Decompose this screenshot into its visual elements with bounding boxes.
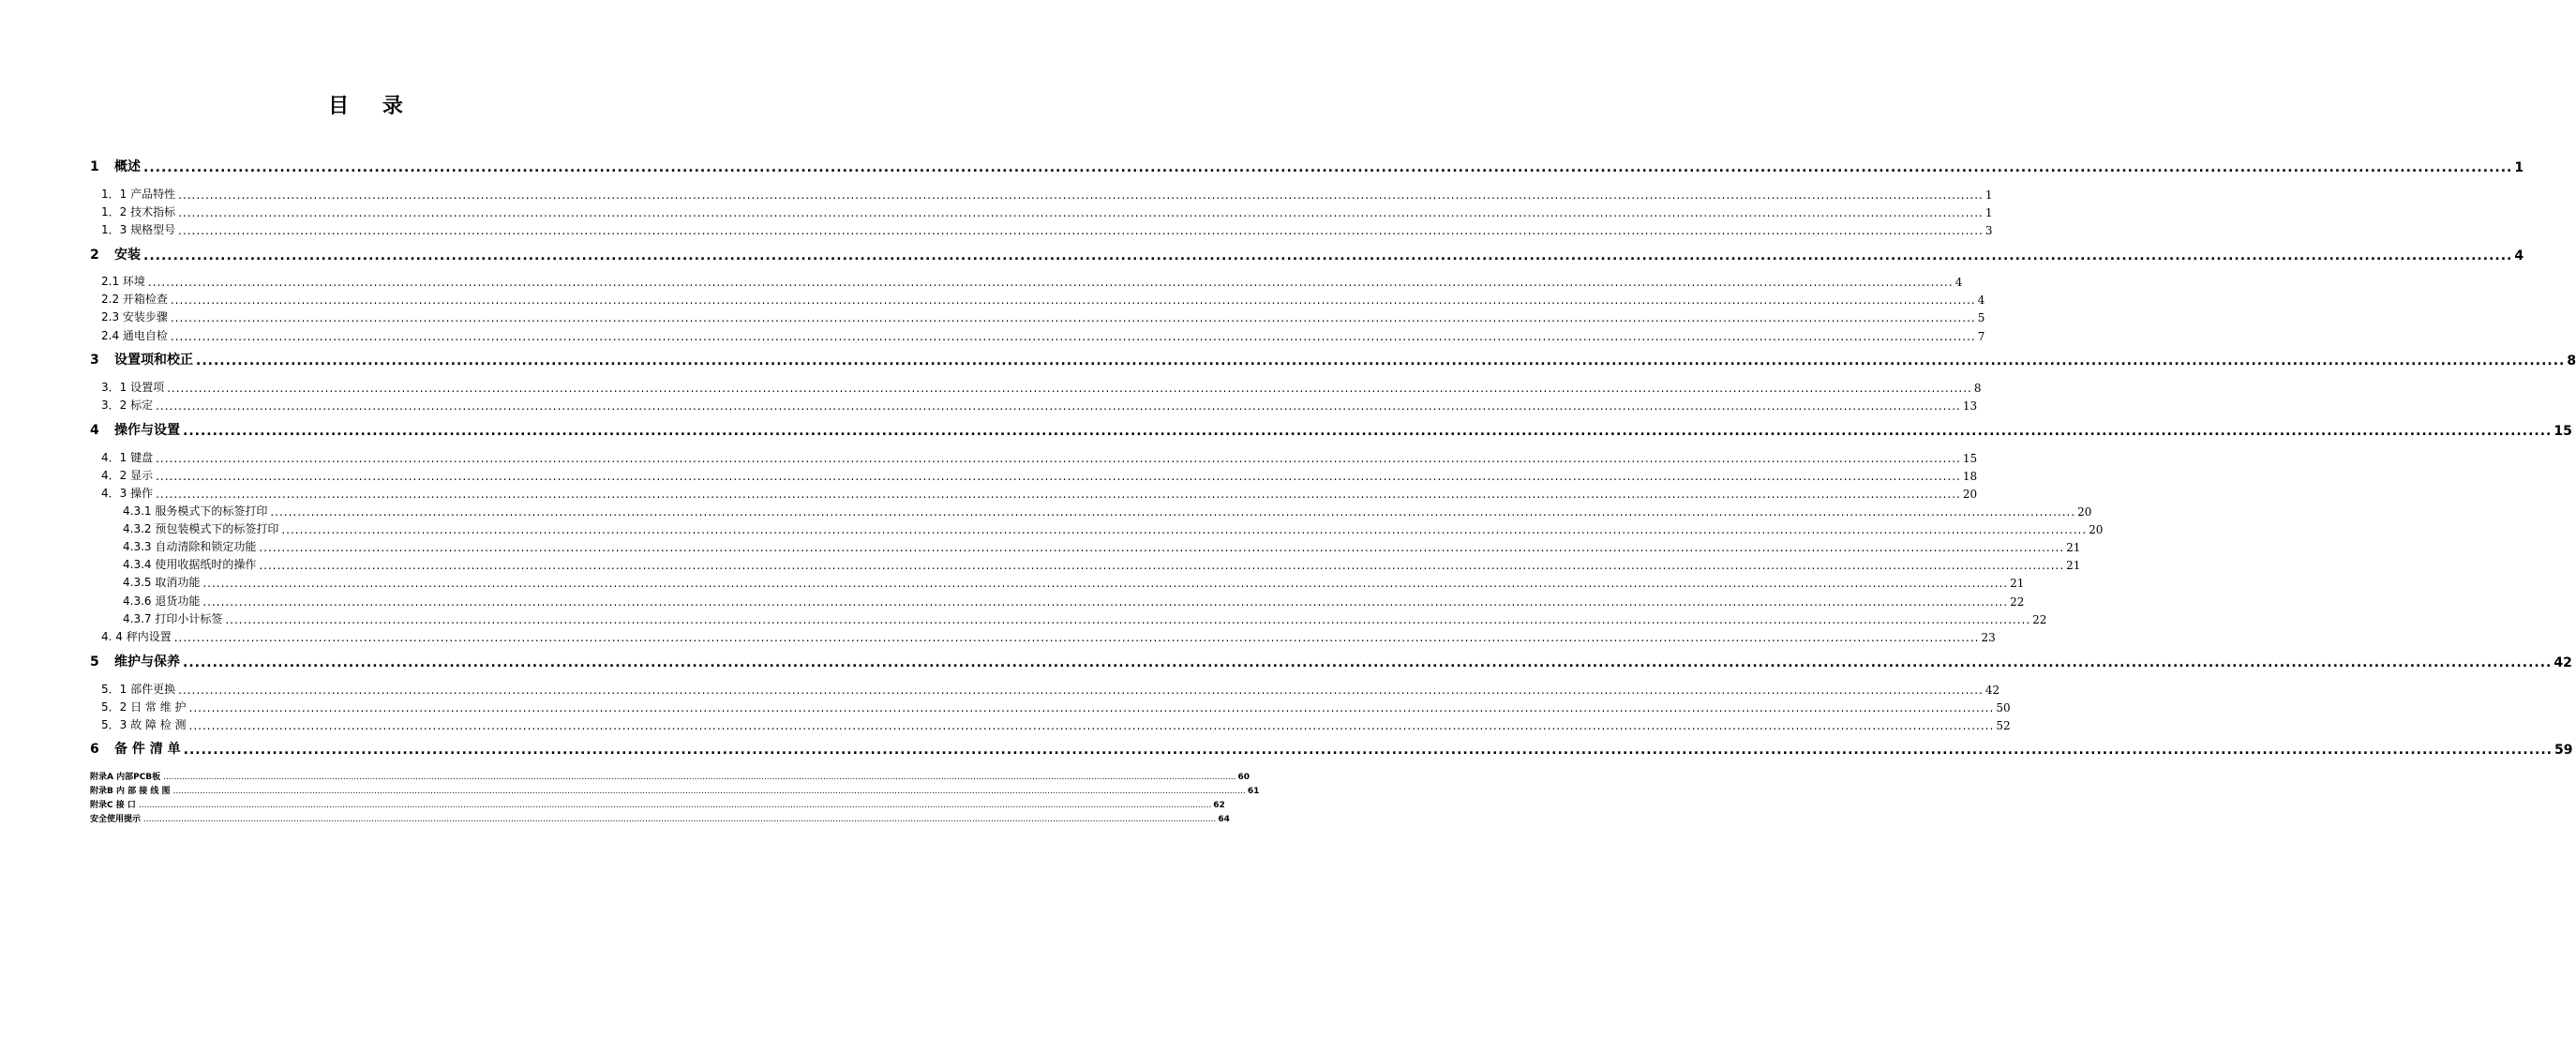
toc-leader-dots: ................................................................................................................................................................................................................................................................................................................................................................................................................ [178, 206, 1984, 219]
toc-chapter-title: 维护与保养 [114, 654, 180, 669]
toc-entry-title: 5．2 日 常 维 护 [101, 700, 187, 714]
toc-entry[interactable] [123, 574, 2025, 590]
toc-chapter-number: 6 [90, 742, 99, 757]
toc-entry-title [90, 739, 181, 758]
toc-chapter-number: 3 [90, 353, 99, 368]
toc-page-number: 5 [1977, 311, 1985, 324]
toc-leader-dots: ................................................................................................................................................................................................................................................................................................................................................................................................................ [259, 559, 2065, 572]
toc-leader-dots: ................................................................................................................................................................................................................................................................................................................................................................................................................ [183, 743, 2553, 758]
toc-page-number: 15 [1962, 452, 1978, 465]
toc-page-number: 21 [2010, 577, 2025, 590]
toc-leader-dots: ................................................................................................................................................................................................................................................................................................................................................................................................................ [156, 488, 1961, 501]
toc-entry-title [90, 350, 193, 369]
toc-entry[interactable] [90, 420, 2572, 439]
toc-chapter-number: 2 [90, 248, 99, 263]
toc-leader-dots: ................................................................................................................................................................................................................................................................................................................................................................................................................ [170, 330, 1976, 343]
toc-leader-dots: ................................................................................................................................................................................................................................................................................................................................................................................................................ [156, 452, 1961, 465]
toc-entry-title: 5．3 故 障 检 测 [101, 718, 187, 731]
toc-leader-dots: ................................................................................................................................................................................................................................................................................................................................................................................................................ [196, 354, 2566, 369]
toc-chapter-number: 4 [90, 423, 99, 438]
toc-entry-title [90, 157, 141, 175]
toc-entry[interactable] [123, 503, 2092, 519]
page-title: 目 录 [328, 95, 416, 118]
toc-page-number: 1 [1984, 188, 1993, 202]
toc-entry-title: 1．3 规格型号 [101, 223, 176, 236]
toc-entry-title [90, 245, 141, 263]
toc-entry-title: 4.3.6 退货功能 [123, 594, 201, 608]
toc-leader-dots: ................................................................................................................................................................................................................................................................................................................................................................................................................ [167, 382, 1972, 395]
toc-entry[interactable] [101, 699, 2011, 715]
toc-leader-dots: ................................................................................................................................................................................................................................................................................................................................................................................................................ [178, 224, 1984, 237]
toc-entry-title: 4.3.3 自动清除和锁定功能 [123, 540, 257, 553]
toc-entry-title: 4.3.4 使用收据纸时的操作 [123, 558, 257, 571]
toc-leader-dots: ................................................................................................................................................................................................................................................................................................................................................................................................................ [143, 160, 2513, 175]
toc-leader-dots: ................................................................................................................................................................................................................................................................................................................................................................................................................ [163, 773, 1236, 782]
toc-page-number: 20 [2077, 505, 2092, 519]
toc-entry[interactable] [123, 556, 2081, 572]
toc-entry[interactable] [90, 798, 1225, 810]
toc-entry-title: 4．1 键盘 [101, 451, 154, 464]
toc-chapter-title: 安装 [114, 248, 141, 263]
toc-leader-dots: ................................................................................................................................................................................................................................................................................................................................................................................................................ [156, 470, 1961, 483]
toc-entry[interactable] [90, 739, 2573, 758]
toc-leader-dots: ................................................................................................................................................................................................................................................................................................................................................................................................................ [173, 631, 1980, 644]
toc-entry-title: 2.1 环境 [101, 275, 145, 288]
toc-entry[interactable] [101, 716, 2011, 732]
toc-leader-dots: ................................................................................................................................................................................................................................................................................................................................................................................................................ [259, 541, 2065, 554]
toc-page-number: 42 [1984, 684, 2000, 697]
toc-entry-title: 2.2 开箱检查 [101, 293, 168, 306]
toc-entry-title: 附录A 内部PCB板 [90, 773, 161, 782]
toc-entry[interactable] [90, 812, 1230, 824]
toc-chapter-title: 备 件 清 单 [114, 742, 181, 757]
toc-leader-dots: ................................................................................................................................................................................................................................................................................................................................................................................................................ [270, 505, 2076, 519]
toc-page-number: 23 [1981, 631, 1996, 644]
toc-entry[interactable] [101, 308, 1985, 324]
toc-page-number: 64 [1218, 815, 1230, 824]
toc-page-number: 52 [1996, 719, 2011, 732]
toc-chapter-title: 设置项和校正 [114, 353, 193, 368]
toc-entry[interactable] [101, 449, 1978, 465]
toc-page-number: 21 [2066, 559, 2081, 572]
toc-entry-title [90, 652, 180, 670]
toc-entry-title: 1．2 技术指标 [101, 205, 176, 218]
toc-leader-dots: ................................................................................................................................................................................................................................................................................................................................................................................................................ [202, 595, 2009, 609]
toc-entry[interactable] [101, 485, 1978, 501]
toc-page-number: 13 [1962, 399, 1978, 413]
toc-entry[interactable] [123, 610, 2047, 626]
toc-entry[interactable] [123, 593, 2025, 609]
toc-entry-title: 4.3.2 预包装模式下的标签打印 [123, 522, 279, 535]
toc-page-number: 1 [1984, 206, 1993, 219]
toc-entry-title: 附录B 内 部 接 线 图 [90, 787, 171, 796]
toc-page-number: 42 [2554, 655, 2572, 670]
toc-page-number: 59 [2554, 743, 2573, 758]
toc-entry-title [90, 420, 180, 439]
toc-leader-dots: ................................................................................................................................................................................................................................................................................................................................................................................................................ [183, 424, 2553, 439]
toc-entry[interactable] [101, 186, 1993, 202]
toc-page-number: 20 [1962, 488, 1978, 501]
toc-entry-title: 4.3.7 打印小计标签 [123, 612, 223, 625]
toc-leader-dots: ................................................................................................................................................................................................................................................................................................................................................................................................................ [147, 276, 1954, 289]
toc-leader-dots: ................................................................................................................................................................................................................................................................................................................................................................................................................ [170, 293, 1976, 307]
toc-entry[interactable] [123, 520, 2104, 536]
toc-entry[interactable] [101, 628, 1996, 644]
toc-chapter-number: 5 [90, 654, 99, 669]
toc-entry-title: 4.3.1 服务模式下的标签打印 [123, 504, 268, 518]
toc-page-number: 62 [1213, 801, 1225, 810]
toc-page-number: 4 [2514, 248, 2524, 263]
toc-leader-dots: ................................................................................................................................................................................................................................................................................................................................................................................................................ [138, 801, 1212, 810]
toc-entry[interactable] [101, 221, 1993, 237]
toc-page-number: 7 [1977, 330, 1985, 343]
toc-page-number: 4 [1954, 276, 1963, 289]
toc-entry-title: 3．2 标定 [101, 399, 154, 412]
toc-entry[interactable] [90, 784, 1260, 796]
toc-page-number: 1 [2514, 160, 2524, 175]
toc-entry-title: 4.3.5 取消功能 [123, 576, 201, 589]
toc-entry-title: 4. 4 秤内设置 [101, 630, 172, 643]
toc-leader-dots: ................................................................................................................................................................................................................................................................................................................................................................................................................ [178, 684, 1984, 697]
toc-page-number: 3 [1984, 224, 1993, 237]
toc-entry-title: 2.4 通电自检 [101, 329, 168, 342]
toc-entry[interactable] [90, 652, 2572, 670]
toc-chapter-title: 操作与设置 [114, 423, 180, 438]
toc-page-number: 61 [1247, 787, 1260, 796]
toc-leader-dots: ................................................................................................................................................................................................................................................................................................................................................................................................................ [225, 613, 2031, 626]
toc-leader-dots: ................................................................................................................................................................................................................................................................................................................................................................................................................ [188, 701, 1995, 715]
toc-page-number: 21 [2066, 541, 2081, 554]
toc-page-number: 8 [1973, 382, 1982, 395]
toc-page-number: 15 [2554, 424, 2572, 439]
toc-entry-title: 5．1 部件更换 [101, 683, 176, 696]
toc-entry[interactable] [101, 379, 1982, 395]
toc-chapter-title: 概述 [114, 159, 141, 174]
toc-entry[interactable] [101, 327, 1985, 343]
toc-leader-dots: ................................................................................................................................................................................................................................................................................................................................................................................................................ [178, 188, 1984, 202]
toc-leader-dots: ................................................................................................................................................................................................................................................................................................................................................................................................................ [202, 577, 2009, 590]
toc-page-number: 22 [2032, 613, 2047, 626]
toc-leader-dots: ................................................................................................................................................................................................................................................................................................................................................................................................................ [172, 787, 1246, 796]
toc-entry[interactable] [90, 350, 2576, 369]
toc-entry-title: 4．2 显示 [101, 469, 154, 482]
toc-leader-dots: ................................................................................................................................................................................................................................................................................................................................................................................................................ [188, 719, 1995, 732]
toc-entry-title: 附录C 接 口 [90, 801, 136, 810]
toc-entry-title: 4．3 操作 [101, 487, 154, 500]
toc-page-number: 50 [1996, 701, 2011, 715]
toc-entry[interactable] [101, 273, 1963, 289]
toc-page-number: 20 [2089, 523, 2104, 536]
toc-page-number: 22 [2010, 595, 2025, 609]
toc-leader-dots: ................................................................................................................................................................................................................................................................................................................................................................................................................ [143, 815, 1217, 824]
toc-entry[interactable] [101, 681, 2000, 697]
toc-page-number: 4 [1977, 293, 1985, 307]
toc-chapter-number: 1 [90, 159, 99, 174]
toc-entry-title: 1．1 产品特性 [101, 188, 176, 201]
toc-entry[interactable] [123, 538, 2081, 554]
toc-entry-title: 3．1 设置项 [101, 381, 165, 394]
toc-entry[interactable] [90, 245, 2524, 263]
toc-entry[interactable] [101, 397, 1978, 413]
toc-leader-dots: ................................................................................................................................................................................................................................................................................................................................................................................................................ [156, 399, 1961, 413]
toc-entry[interactable] [90, 157, 2524, 175]
toc-entry[interactable] [101, 467, 1978, 483]
toc-entry[interactable] [90, 770, 1251, 782]
toc-leader-dots: ................................................................................................................................................................................................................................................................................................................................................................................................................ [170, 311, 1976, 324]
toc-page-number: 18 [1962, 470, 1978, 483]
toc-page-number: 8 [2567, 354, 2576, 369]
toc-leader-dots: ................................................................................................................................................................................................................................................................................................................................................................................................................ [183, 655, 2553, 670]
toc-leader-dots: ................................................................................................................................................................................................................................................................................................................................................................................................................ [143, 248, 2513, 263]
toc-entry[interactable] [101, 203, 1993, 219]
toc-page-number: 60 [1237, 773, 1251, 782]
toc-leader-dots: ................................................................................................................................................................................................................................................................................................................................................................................................................ [281, 523, 2088, 536]
toc-entry-title: 2.3 安装步骤 [101, 310, 168, 323]
toc-entry-title: 安全使用提示 [90, 815, 142, 824]
toc-entry[interactable] [101, 291, 1985, 307]
